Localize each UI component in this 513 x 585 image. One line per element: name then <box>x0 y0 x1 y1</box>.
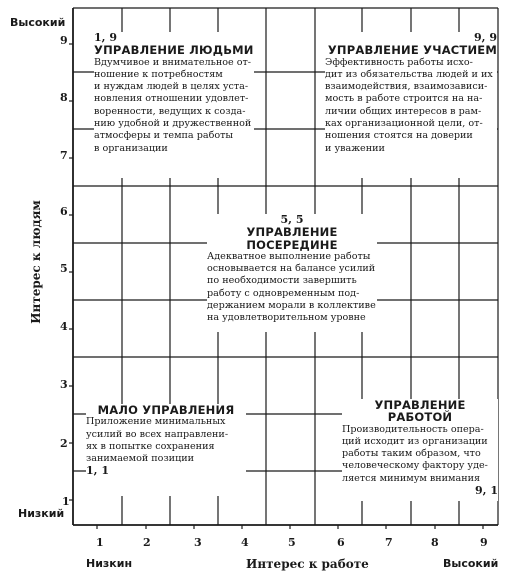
y-tick-3: 3 <box>60 378 68 391</box>
x-tick-7: 7 <box>385 536 393 549</box>
x-axis-title: Интерес к работе <box>246 557 369 571</box>
style-coord: 9, 9 <box>474 31 497 44</box>
y-tick-4: 4 <box>60 320 68 333</box>
style-title: УПРАВЛЕНИЕ УЧАСТИЕМ <box>327 43 497 58</box>
style-coord: 5, 5 <box>280 213 304 226</box>
style-coord: 1, 1 <box>86 464 109 478</box>
y-axis-high-label: Высокий <box>10 16 66 29</box>
x-tick-1: 1 <box>96 536 104 549</box>
x-tick-9: 9 <box>480 536 488 549</box>
x-tick-3: 3 <box>194 536 202 549</box>
y-tick-1: 1 <box>62 495 70 508</box>
y-tick-7: 7 <box>60 149 68 162</box>
style-box-work-management <box>342 399 498 501</box>
style-description: Приложение минимальных усилий во всех направлени- ях в попытке сохранения занимаемой позиции <box>86 416 229 465</box>
style-box-little-management <box>86 404 246 496</box>
y-tick-9: 9 <box>60 34 68 47</box>
y-tick-5: 5 <box>60 262 68 275</box>
style-description: Производительность опера- ций исходит из организации работы таким образом, что человеческому фактору уде- ляется минимум внимания <box>342 423 488 484</box>
style-coord: 1, 9 <box>94 31 117 44</box>
x-tick-8: 8 <box>431 536 439 549</box>
style-box-people-management <box>94 32 254 178</box>
x-tick-4: 4 <box>241 536 249 549</box>
x-tick-6: 6 <box>337 536 345 549</box>
y-tick-2: 2 <box>60 437 68 450</box>
style-description: Адекватное выполнение работы основывается на балансе усилий по необходимости завершить работу с одновременным под- держанием морали в коллективе на удовлетворительном уровне <box>207 250 376 324</box>
x-axis-low-label: Низкин <box>86 557 133 570</box>
style-title: УПРАВЛЕНИЕ ПОСЕРЕДИНЕ <box>246 225 338 252</box>
style-description: Вдумчивое и внимательное от- ношение к потребностям и нуждам людей в целях уста- новления отношении удовлет- воренности, ведущих к созда- нию удобной и дружественной атмосферы и темпа работы в организации <box>94 56 252 154</box>
x-tick-2: 2 <box>143 536 151 549</box>
style-box-middle-management <box>207 214 377 332</box>
y-axis-title: Интерес к людям <box>29 200 43 324</box>
x-tick-5: 5 <box>288 536 296 549</box>
style-box-participation-management <box>325 32 497 178</box>
y-tick-6: 6 <box>60 205 68 218</box>
style-title: УПРАВЛЕНИЕ РАБОТОЙ <box>374 398 466 425</box>
style-coord: 9, 1 <box>475 484 498 498</box>
style-description: Эффективность работы исхо- дит из обязательства людей и их взаимодействия, взаимозависи- мость в работе строится на на- личии общих интересов в рам- ках организационной цели, от- ношения стоятся на доверии и уважении <box>325 56 493 154</box>
x-axis-high-label: Высокий <box>443 557 499 570</box>
style-title: МАЛО УПРАВЛЕНИЯ <box>97 403 235 417</box>
y-tick-8: 8 <box>60 91 68 104</box>
style-title: УПРАВЛЕНИЕ ЛЮДЬМИ <box>94 43 254 58</box>
y-axis-low-label: Низкий <box>18 507 65 520</box>
